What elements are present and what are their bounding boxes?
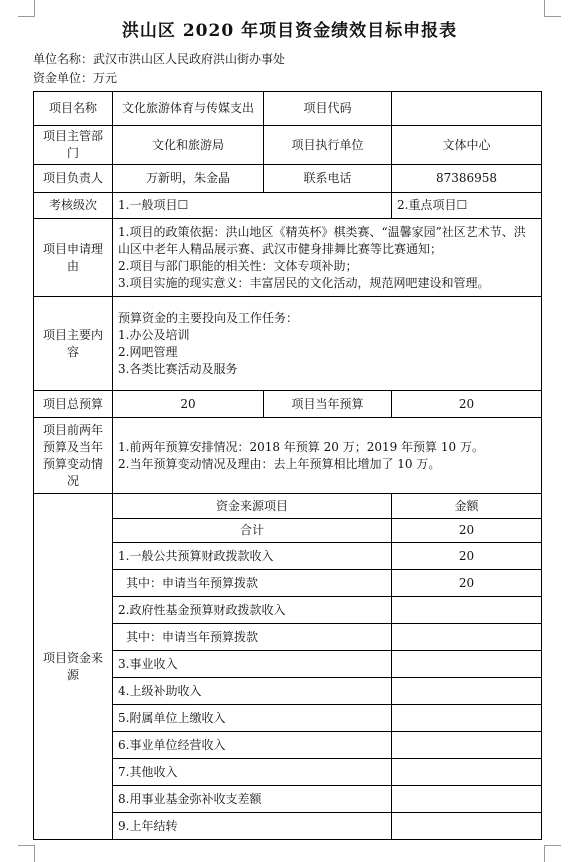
source-item-name: 3.事业收入 [113,651,392,678]
leader-value: 万新明，朱金晶 [113,165,264,193]
source-item-header: 资金来源项目 [113,494,392,519]
total-budget-value: 20 [113,391,264,418]
source-item-amount [392,678,542,705]
source-amount-header: 金额 [392,494,542,519]
budget-change-body [113,418,542,494]
project-name-value: 文化旅游体育与传媒支出 [113,92,264,126]
source-item-amount [392,597,542,624]
row-application-reason [34,219,542,297]
source-item-amount [392,624,542,651]
source-item-name: 5.附属单位上缴收入 [113,705,392,732]
total-budget-label: 项目总预算 [34,391,113,418]
source-item-name: 其中：申请当年预算拨款 [126,629,259,644]
source-item-amount: 20 [392,543,542,570]
current-budget-value: 20 [392,391,542,418]
document-title: 洪山区 2020 年项目资金绩效目标申报表 [121,21,458,41]
fund-source-label: 项目资金来源 [34,494,113,840]
reason-line-1: 1.项目的政策依据：洪山地区《精英杯》棋类赛、“温馨家园”社区艺术节、洪山区中老年人精品展示赛、武汉市健身排舞比赛等比赛通知； [118,224,526,256]
content-line-3: 3.各类比赛活动及服务 [118,361,238,376]
dept-value: 文化和旅游局 [113,126,264,165]
source-item-name: 9.上年结转 [113,813,392,840]
content-line-2: 2.网吧管理 [118,344,178,359]
row-budget-change [34,418,542,494]
budget-change-label: 项目前两年预算及当年预算变动情况 [34,418,113,494]
row-budget [34,391,542,418]
source-item-amount [392,705,542,732]
project-code-value [392,92,542,126]
page-corner-mark [544,0,561,17]
source-item-amount: 20 [392,570,542,597]
currency-unit-line: 资金单位：万元 [33,71,118,85]
level-option-general: 1.一般项目☐ [113,193,392,219]
page-corner-mark [18,845,35,862]
reason-line-3: 3.项目实施的现实意义：丰富居民的文化活动，规范网吧建设和管理。 [118,275,490,290]
source-item-name: 其中：申请当年预算拨款 [126,575,259,590]
page-corner-mark [18,0,35,17]
source-item-name: 2.政府性基金预算财政拨款收入 [113,597,392,624]
source-item-name: 4.上级补助收入 [113,678,392,705]
row-leader [34,165,542,193]
reason-label: 项目申请理由 [34,219,113,297]
source-item-name: 1.一般公共预算财政拨款收入 [113,543,392,570]
budget-change-line-1: 1.前两年预算安排情况：2018 年预算 20 万；2019 年预算 10 万。 [118,439,484,454]
content-line-0: 预算资金的主要投向及工作任务： [118,310,299,325]
source-item-amount [392,759,542,786]
row-assessment-level [34,193,542,219]
source-item-amount: 20 [392,519,542,543]
unit-name-line: 单位名称：武汉市洪山区人民政府洪山街办事处 [33,52,286,66]
exec-unit-label: 项目执行单位 [264,126,392,165]
row-project-name [34,92,542,126]
row-main-content [34,297,542,391]
leader-label: 项目负责人 [34,165,113,193]
content-label: 项目主要内容 [34,297,113,391]
level-label: 考核级次 [34,193,113,219]
current-budget-label: 项目当年预算 [264,391,392,418]
budget-application-table [33,91,542,840]
reason-content [113,219,542,297]
source-item-amount [392,732,542,759]
source-item-amount [392,813,542,840]
source-header-row [34,494,542,519]
reason-line-2: 2.项目与部门职能的相关性：文体专项补助； [118,258,358,273]
budget-change-line-2: 2.当年预算变动情况及理由：去上年预算相比增加了 10 万。 [118,456,441,471]
content-body [113,297,542,391]
content-line-1: 1.办公及培训 [118,327,190,342]
dept-label: 项目主管部门 [34,126,113,165]
source-item-name: 8.用事业基金弥补收支差额 [113,786,392,813]
source-item-amount [392,786,542,813]
project-code-label: 项目代码 [264,92,392,126]
source-item-amount [392,651,542,678]
phone-label: 联系电话 [264,165,392,193]
source-item-name: 6.事业单位经营收入 [113,732,392,759]
project-name-label: 项目名称 [34,92,113,126]
level-option-key: 2.重点项目☐ [392,193,542,219]
exec-unit-value: 文体中心 [392,126,542,165]
row-department [34,126,542,165]
page-corner-mark [544,845,561,862]
phone-value: 87386958 [392,165,542,193]
source-item-name: 合计 [113,519,392,543]
source-item-name: 7.其他收入 [113,759,392,786]
